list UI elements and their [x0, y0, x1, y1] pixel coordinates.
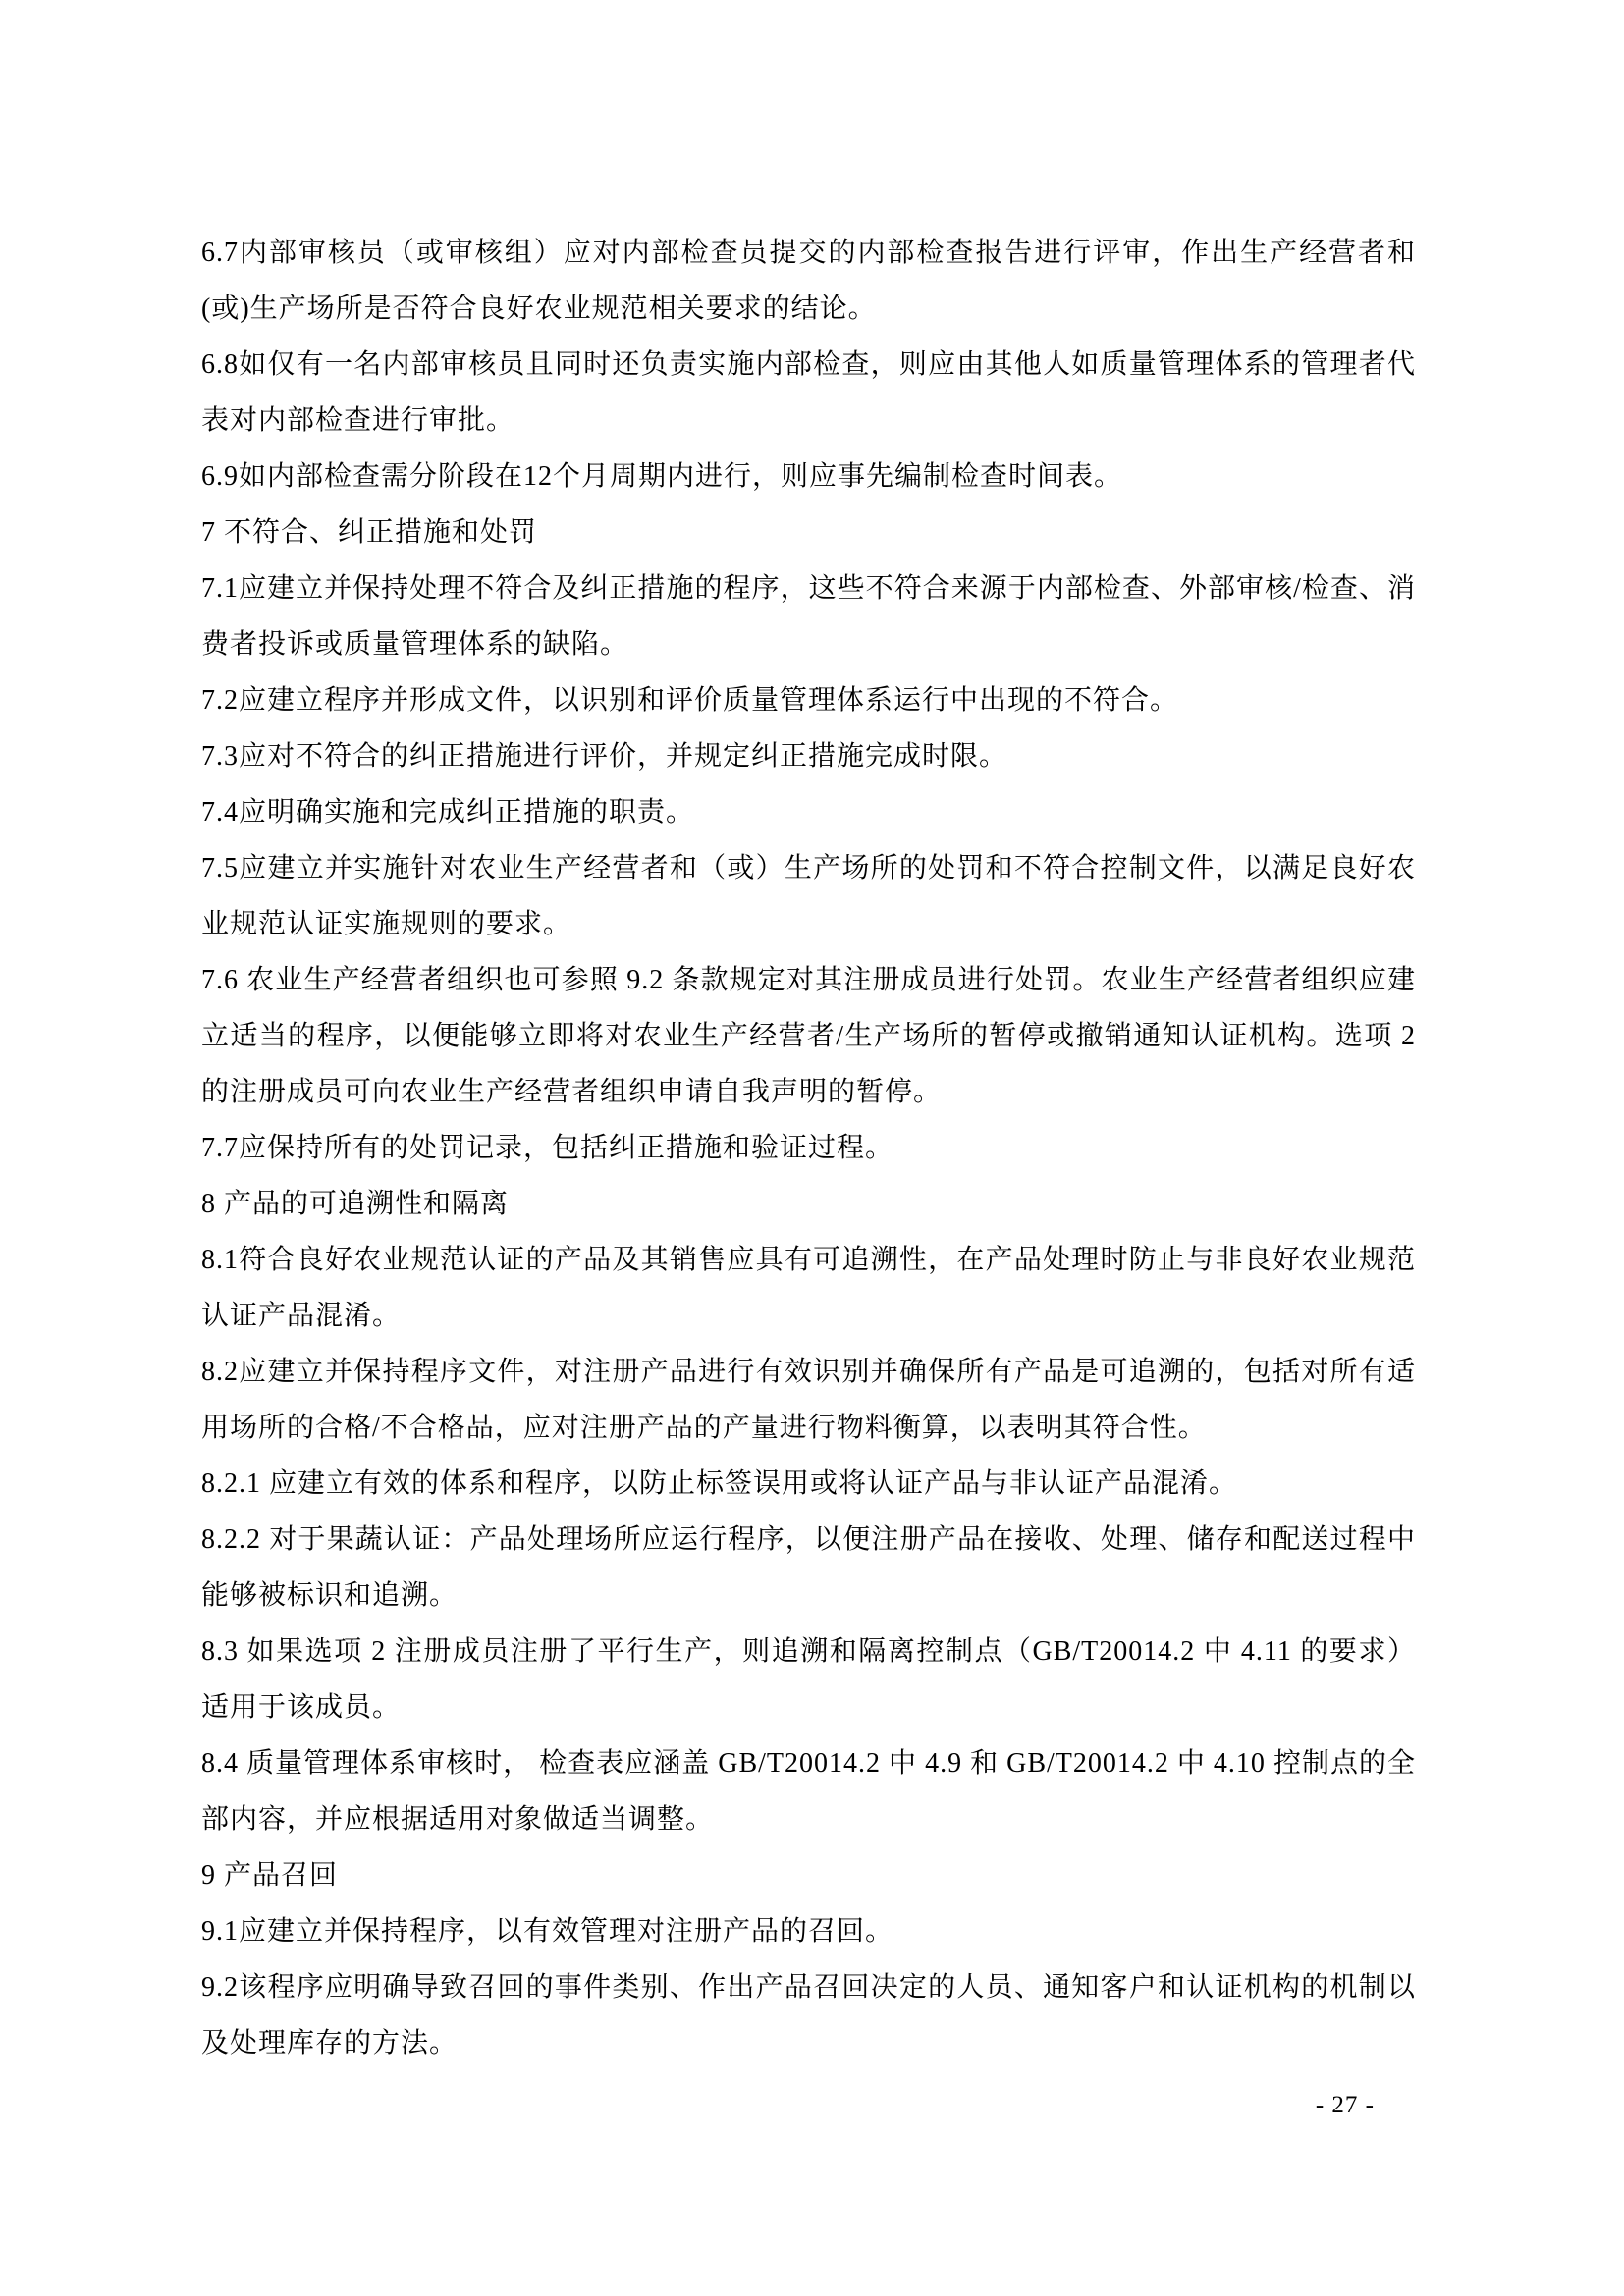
paragraph: 7.1应建立并保持处理不符合及纠正措施的程序，这些不符合来源于内部检查、外部审核/检查、消费者投诉或质量管理体系的缺陷。: [201, 573, 1416, 660]
paragraph: 7.6 农业生产经营者组织也可参照 9.2 条款规定对其注册成员进行处罚。农业生产经营者组织应建立适当的程序，以便能够立即将对农业生产经营者/生产场所的暂停或撤销通知认证机构。选项 2 的注册成员可向农业生产经营者组织申请自我声明的暂停。: [201, 965, 1416, 1107]
paragraph: 6.7内部审核员（或审核组）应对内部检查员提交的内部检查报告进行评审，作出生产经营者和(或)生产场所是否符合良好农业规范相关要求的结论。: [201, 238, 1416, 324]
paragraph: 9.1应建立并保持程序，以有效管理对注册产品的召回。: [201, 1916, 894, 1947]
document-body: [201, 225, 1416, 2071]
paragraph: 8.2应建立并保持程序文件，对注册产品进行有效识别并确保所有产品是可追溯的，包括对所有适用场所的合格/不合格品，应对注册产品的产量进行物料衡算，以表明其符合性。: [201, 1357, 1416, 1443]
paragraph: 8 产品的可追溯性和隔离: [201, 1189, 510, 1219]
paragraph: 7 不符合、纠正措施和处罚: [201, 517, 538, 548]
paragraph: 8.1符合良好农业规范认证的产品及其销售应具有可追溯性，在产品处理时防止与非良好农业规范认证产品混淆。: [201, 1245, 1416, 1331]
paragraph: 7.4应明确实施和完成纠正措施的职责。: [201, 797, 695, 828]
page-number: - 27 -: [1315, 2092, 1375, 2118]
page-footer: [1316, 2091, 1375, 2120]
paragraph: 6.8如仅有一名内部审核员且同时还负责实施内部检查，则应由其他人如质量管理体系的管理者代表对内部检查进行审批。: [201, 349, 1416, 436]
paragraph: 7.7应保持所有的处罚记录，包括纠正措施和验证过程。: [201, 1133, 894, 1163]
paragraph: 7.2应建立程序并形成文件，以识别和评价质量管理体系运行中出现的不符合。: [201, 685, 1179, 716]
paragraph: 8.2.1 应建立有效的体系和程序，以防止标签误用或将认证产品与非认证产品混淆。: [201, 1468, 1238, 1499]
paragraph: 8.4 质量管理体系审核时， 检查表应涵盖 GB/T20014.2 中 4.9 和 GB/T20014.2 中 4.10 控制点的全部内容，并应根据适用对象做适当调整。: [201, 1748, 1416, 1835]
paragraph: 8.3 如果选项 2 注册成员注册了平行生产，则追溯和隔离控制点（GB/T20014.2 中 4.11 的要求）适用于该成员。: [201, 1636, 1416, 1723]
paragraph: 7.5应建立并实施针对农业生产经营者和（或）生产场所的处罚和不符合控制文件，以满足良好农业规范认证实施规则的要求。: [201, 853, 1416, 939]
paragraph: 6.9如内部检查需分阶段在12个月周期内进行，则应事先编制检查时间表。: [201, 461, 1123, 492]
paragraph: 8.2.2 对于果蔬认证：产品处理场所应运行程序，以便注册产品在接收、处理、储存和配送过程中能够被标识和追溯。: [201, 1524, 1416, 1611]
paragraph: 7.3应对不符合的纠正措施进行评价，并规定纠正措施完成时限。: [201, 741, 1008, 772]
paragraph: 9 产品召回: [201, 1860, 339, 1891]
paragraph: 9.2该程序应明确导致召回的事件类别、作出产品召回决定的人员、通知客户和认证机构的机制以及处理库存的方法。: [201, 1972, 1416, 2058]
